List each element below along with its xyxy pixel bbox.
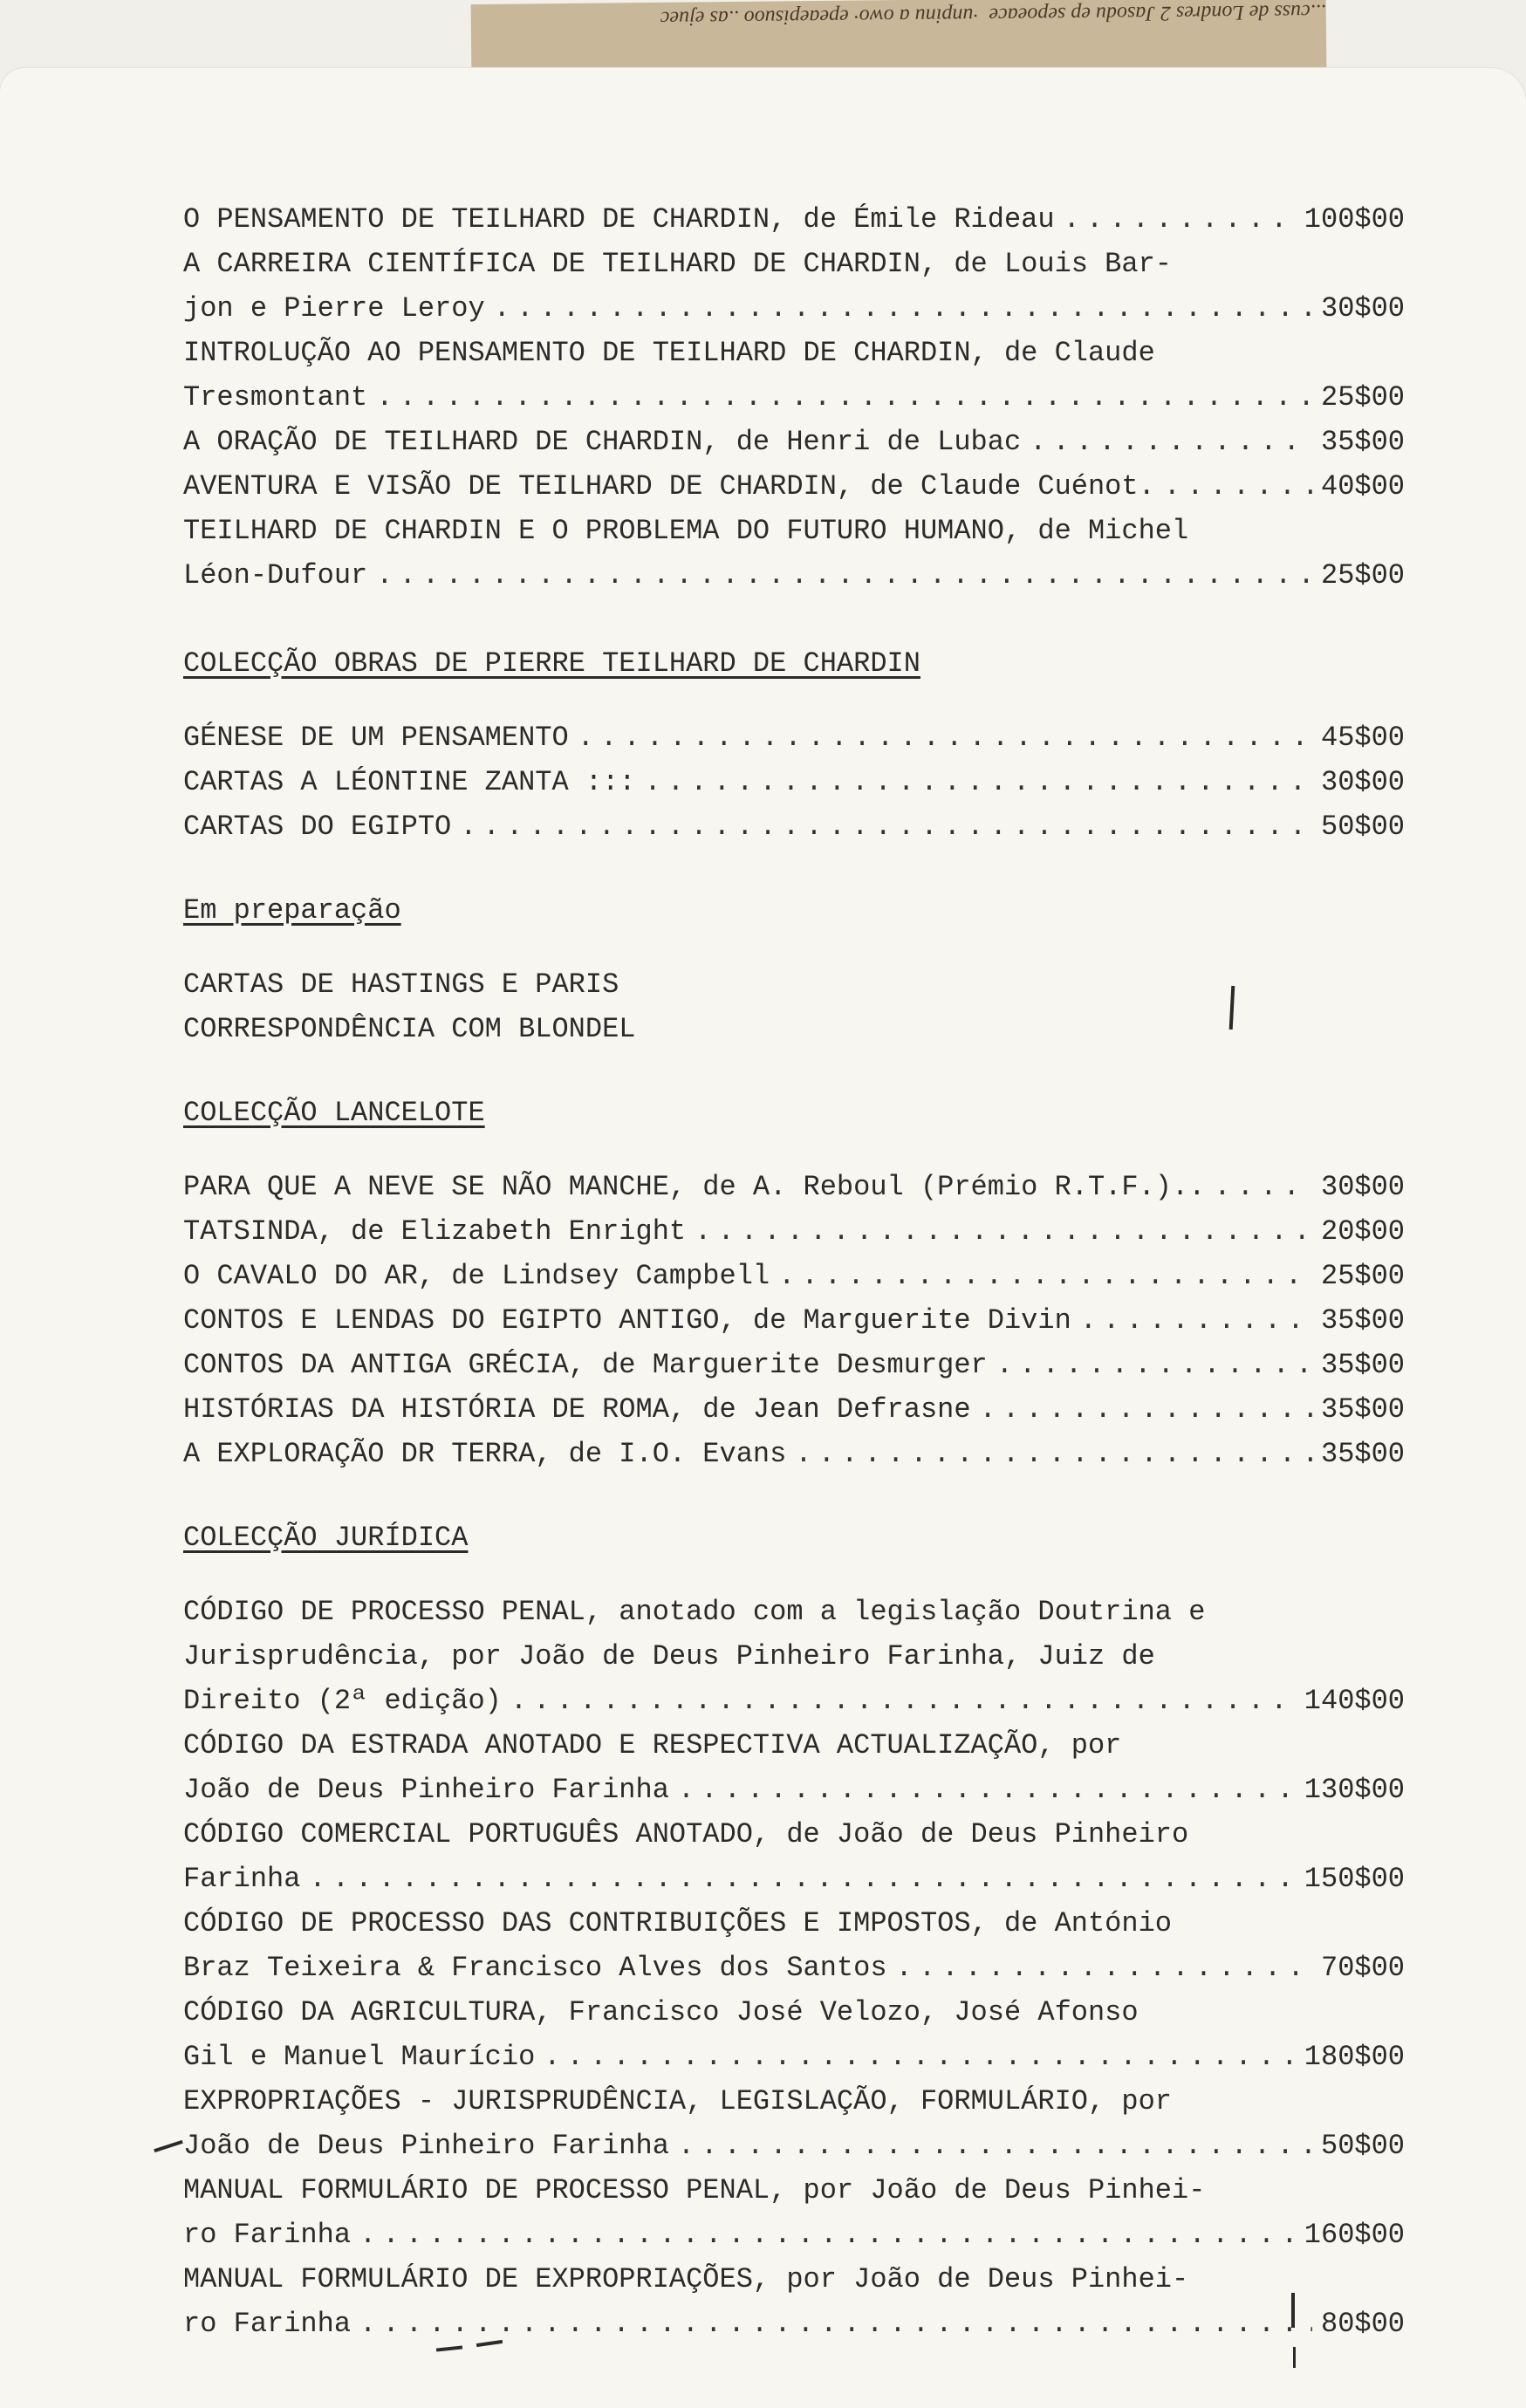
catalogue-entry (183, 1387, 1405, 1432)
entry-final-line (183, 2124, 1405, 2168)
entry-line (183, 242, 1405, 286)
entry-price: 180$00 (1304, 2041, 1405, 2073)
section-heading-obras: COLECÇÃO OBRAS DE PIERRE TEILHARD DE CHARDIN (183, 647, 920, 680)
dot-leader (460, 804, 1312, 849)
entry-text: CONTOS E LENDAS DO EGIPTO ANTIGO, de Marguerite Divin (183, 1304, 1071, 1337)
catalogue-entry (183, 2079, 1405, 2168)
entry-text: PARA QUE A NEVE SE NÃO MANCHE, de A. Reboul (Prémio R.T.F.).. (183, 1171, 1206, 1203)
entry-final-line (183, 1209, 1405, 1254)
entry-line (183, 1901, 1405, 1946)
entry-line (183, 1723, 1405, 1768)
entry-final-line (183, 2035, 1405, 2079)
entry-final-line (183, 715, 1405, 760)
dot-leader (1164, 464, 1312, 509)
teilhard-entries (183, 197, 1405, 598)
entry-text: GÉNESE DE UM PENSAMENTO (183, 722, 569, 754)
entry-line (183, 2168, 1405, 2213)
dot-leader (996, 1343, 1312, 1387)
catalogue-entry (183, 1298, 1405, 1343)
entry-price: 50$00 (1320, 811, 1405, 843)
entry-text: Tresmontant (183, 381, 368, 414)
entry-text: O CAVALO DO AR, de Lindsey Campbell (183, 1260, 770, 1292)
dot-leader (896, 1946, 1312, 1990)
entry-text: ro Farinha (183, 2308, 352, 2340)
entry-text: A CARREIRA CIENTÍFICA DE TEILHARD DE CHARDIN, de Louis Bar- (183, 248, 1172, 280)
ink-mark (436, 2345, 462, 2351)
entry-line (183, 1634, 1405, 1679)
lancelote-entries (183, 1165, 1405, 1476)
dot-leader (494, 286, 1312, 331)
catalogue-entry (183, 197, 1405, 242)
entry-text: João de Deus Pinheiro Farinha (183, 1774, 669, 1806)
entry-text: Farinha (183, 1863, 301, 1895)
entry-price: 50$00 (1320, 2130, 1405, 2162)
entry-final-line (183, 2302, 1405, 2346)
entry-text: MANUAL FORMULÁRIO DE EXPROPRIAÇÕES, por João de Deus Pinhei- (183, 2263, 1189, 2295)
entry-final-line (183, 1857, 1405, 1901)
catalogue-entry (183, 1432, 1405, 1476)
catalogue-entry (183, 804, 1405, 849)
entry-line (183, 331, 1405, 375)
entry-final-line (183, 1254, 1405, 1298)
entry-final-line (183, 760, 1405, 804)
catalogue-entry (183, 420, 1405, 464)
catalogue-entry (183, 1901, 1405, 1990)
catalogue-entry (183, 2168, 1405, 2257)
catalogue-entry (183, 1343, 1405, 1387)
entry-text: TATSINDA, de Elizabeth Enright (183, 1215, 687, 1248)
catalogue-entry (183, 1590, 1405, 1723)
dot-leader (359, 2302, 1312, 2346)
entry-final-line (183, 804, 1405, 849)
catalogue-entry (183, 1254, 1405, 1298)
entry-final-line (183, 1387, 1405, 1432)
dot-leader (376, 553, 1312, 598)
entry-text: CARTAS DO EGIPTO (183, 811, 452, 843)
entry-price: 30$00 (1320, 292, 1405, 325)
catalogue-entry (183, 331, 1405, 420)
entry-final-line (183, 286, 1405, 331)
section-heading-juridica: COLECÇÃO JURÍDICA (183, 1522, 469, 1554)
ink-mark (1293, 2347, 1296, 2368)
catalogue-entry (183, 1812, 1405, 1901)
entry-price: 35$00 (1320, 1304, 1405, 1337)
obras-entries (183, 715, 1405, 849)
entry-price: 40$00 (1320, 470, 1405, 503)
entry-price: 130$00 (1304, 1774, 1405, 1806)
dot-leader (544, 2035, 1296, 2079)
entry-text: CÓDIGO DE PROCESSO PENAL, anotado com a legislação Doutrina e (183, 1596, 1206, 1628)
entry-price: 35$00 (1320, 1393, 1405, 1426)
dot-leader (1080, 1298, 1312, 1343)
entry-line (183, 1812, 1405, 1857)
entry-final-line (183, 1946, 1405, 1990)
catalogue-entry (183, 715, 1405, 760)
catalogue-entry (183, 464, 1405, 509)
entry-final-line (183, 1343, 1405, 1387)
entry-price: 140$00 (1304, 1685, 1405, 1717)
entry-price: 25$00 (1320, 381, 1405, 414)
entry-final-line (183, 197, 1405, 242)
entry-text: CÓDIGO DA ESTRADA ANOTADO E RESPECTIVA ACTUALIZAÇÃO, por (183, 1729, 1122, 1762)
entry-line (183, 1990, 1405, 2035)
entry-line (183, 1590, 1405, 1634)
entry-final-line (183, 2213, 1405, 2257)
entry-price: 30$00 (1320, 766, 1405, 798)
entry-text: EXPROPRIAÇÕES - JURISPRUDÊNCIA, LEGISLAÇÃO, FORMULÁRIO, por (183, 2085, 1172, 2117)
entry-price: 25$00 (1320, 559, 1405, 592)
entry-text: Direito (2ª edição) (183, 1685, 502, 1717)
entry-price: 20$00 (1320, 1215, 1405, 1248)
catalogue-entry (183, 1990, 1405, 2079)
entry-line (183, 509, 1405, 553)
ink-mark (154, 2140, 183, 2152)
entry-final-line (183, 1298, 1405, 1343)
section-heading-lancelote: COLECÇÃO LANCELOTE (183, 1097, 485, 1129)
clipping-text: ...cuss de Londres 2 Jasodu ep sepoeace ·unpinu a owo· epeaepisuoo ..as ejuec (660, 0, 1326, 30)
entry-text: Léon-Dufour (183, 559, 368, 592)
entry-text: O PENSAMENTO DE TEILHARD DE CHARDIN, de Émile Rideau (183, 203, 1055, 236)
entry-price: 25$00 (1320, 1260, 1405, 1292)
entry-text: CÓDIGO DE PROCESSO DAS CONTRIBUIÇÕES E IMPOSTOS, de António (183, 1907, 1172, 1939)
dot-leader (695, 1209, 1312, 1254)
entry-text: João de Deus Pinheiro Farinha (183, 2130, 669, 2162)
typed-page (0, 68, 1526, 2408)
entry-final-line (183, 1432, 1405, 1476)
dot-leader (678, 2124, 1312, 2168)
entry-text: Gil e Manuel Maurício (183, 2041, 536, 2073)
entry-text: CÓDIGO COMERCIAL PORTUGUÊS ANOTADO, de João de Deus Pinheiro (183, 1818, 1189, 1850)
newspaper-clipping (471, 0, 1327, 76)
juridica-entries (183, 1590, 1405, 2346)
catalogue-entry (183, 1165, 1405, 1209)
preparacao-item: CORRESPONDÊNCIA COM BLONDEL (183, 1013, 636, 1045)
dot-leader (1214, 1165, 1312, 1209)
entry-final-line (183, 1165, 1405, 1209)
entry-text: INTROLUÇÃO AO PENSAMENTO DE TEILHARD DE CHARDIN, de Claude (183, 337, 1155, 369)
catalogue-entry (183, 2257, 1405, 2346)
dot-leader (376, 375, 1312, 420)
catalogue-entry (183, 509, 1405, 598)
dot-leader (1064, 197, 1296, 242)
entry-text: CARTAS A LÉONTINE ZANTA ::: (183, 766, 636, 798)
ink-mark (1291, 2293, 1295, 2328)
entry-text: A ORAÇÃO DE TEILHARD DE CHARDIN, de Henri de Lubac (183, 426, 1022, 458)
catalogue-listing (183, 197, 1405, 2346)
entry-line (183, 2079, 1405, 2124)
entry-text: Jurisprudência, por João de Deus Pinheiro Farinha, Juiz de (183, 1640, 1155, 1673)
entry-text: TEILHARD DE CHARDIN E O PROBLEMA DO FUTURO HUMANO, de Michel (183, 515, 1189, 547)
entry-final-line (183, 420, 1405, 464)
entry-price: 80$00 (1320, 2308, 1405, 2340)
entry-text: A EXPLORAÇÃO DR TERRA, de I.O. Evans (183, 1438, 787, 1470)
entry-final-line (183, 553, 1405, 598)
entry-price: 30$00 (1320, 1171, 1405, 1203)
entry-text: CÓDIGO DA AGRICULTURA, Francisco José Velozo, José Afonso (183, 1996, 1139, 2028)
entry-text: MANUAL FORMULÁRIO DE PROCESSO PENAL, por João de Deus Pinhei- (183, 2174, 1206, 2206)
dot-leader (309, 1857, 1295, 1901)
dot-leader (510, 1679, 1296, 1723)
entry-final-line (183, 375, 1405, 420)
dot-leader (359, 2213, 1296, 2257)
dot-leader (795, 1432, 1312, 1476)
preparacao-item: CARTAS DE HASTINGS E PARIS (183, 968, 619, 1001)
section-heading-preparacao: Em preparação (183, 894, 401, 927)
entry-price: 35$00 (1320, 426, 1405, 458)
catalogue-entry (183, 760, 1405, 804)
entry-text: CONTOS DA ANTIGA GRÉCIA, de Marguerite Desmurger (183, 1349, 988, 1381)
entry-text: AVENTURA E VISÃO DE TEILHARD DE CHARDIN, de Claude Cuénot. (183, 470, 1155, 503)
dot-leader (980, 1387, 1312, 1432)
entry-price: 35$00 (1320, 1349, 1405, 1381)
catalogue-entry (183, 242, 1405, 331)
dot-leader (778, 1254, 1312, 1298)
entry-price: 45$00 (1320, 722, 1405, 754)
entry-text: Braz Teixeira & Francisco Alves dos Santos (183, 1952, 887, 1984)
dot-leader (678, 1768, 1296, 1812)
dot-leader (1030, 420, 1312, 464)
entry-line (183, 2257, 1405, 2302)
entry-text: ro Farinha (183, 2219, 352, 2251)
entry-final-line (183, 1768, 1405, 1812)
catalogue-entry (183, 1723, 1405, 1812)
entry-final-line (183, 1679, 1405, 1723)
entry-price: 70$00 (1320, 1952, 1405, 1984)
catalogue-entry (183, 1209, 1405, 1254)
entry-text: jon e Pierre Leroy (183, 292, 485, 325)
entry-price: 160$00 (1304, 2219, 1405, 2251)
dot-leader (644, 760, 1312, 804)
entry-price: 100$00 (1304, 203, 1405, 236)
dot-leader (578, 715, 1312, 760)
entry-final-line (183, 464, 1405, 509)
entry-price: 35$00 (1320, 1438, 1405, 1470)
entry-price: 150$00 (1304, 1863, 1405, 1895)
entry-text: HISTÓRIAS DA HISTÓRIA DE ROMA, de Jean Defrasne (183, 1393, 971, 1426)
